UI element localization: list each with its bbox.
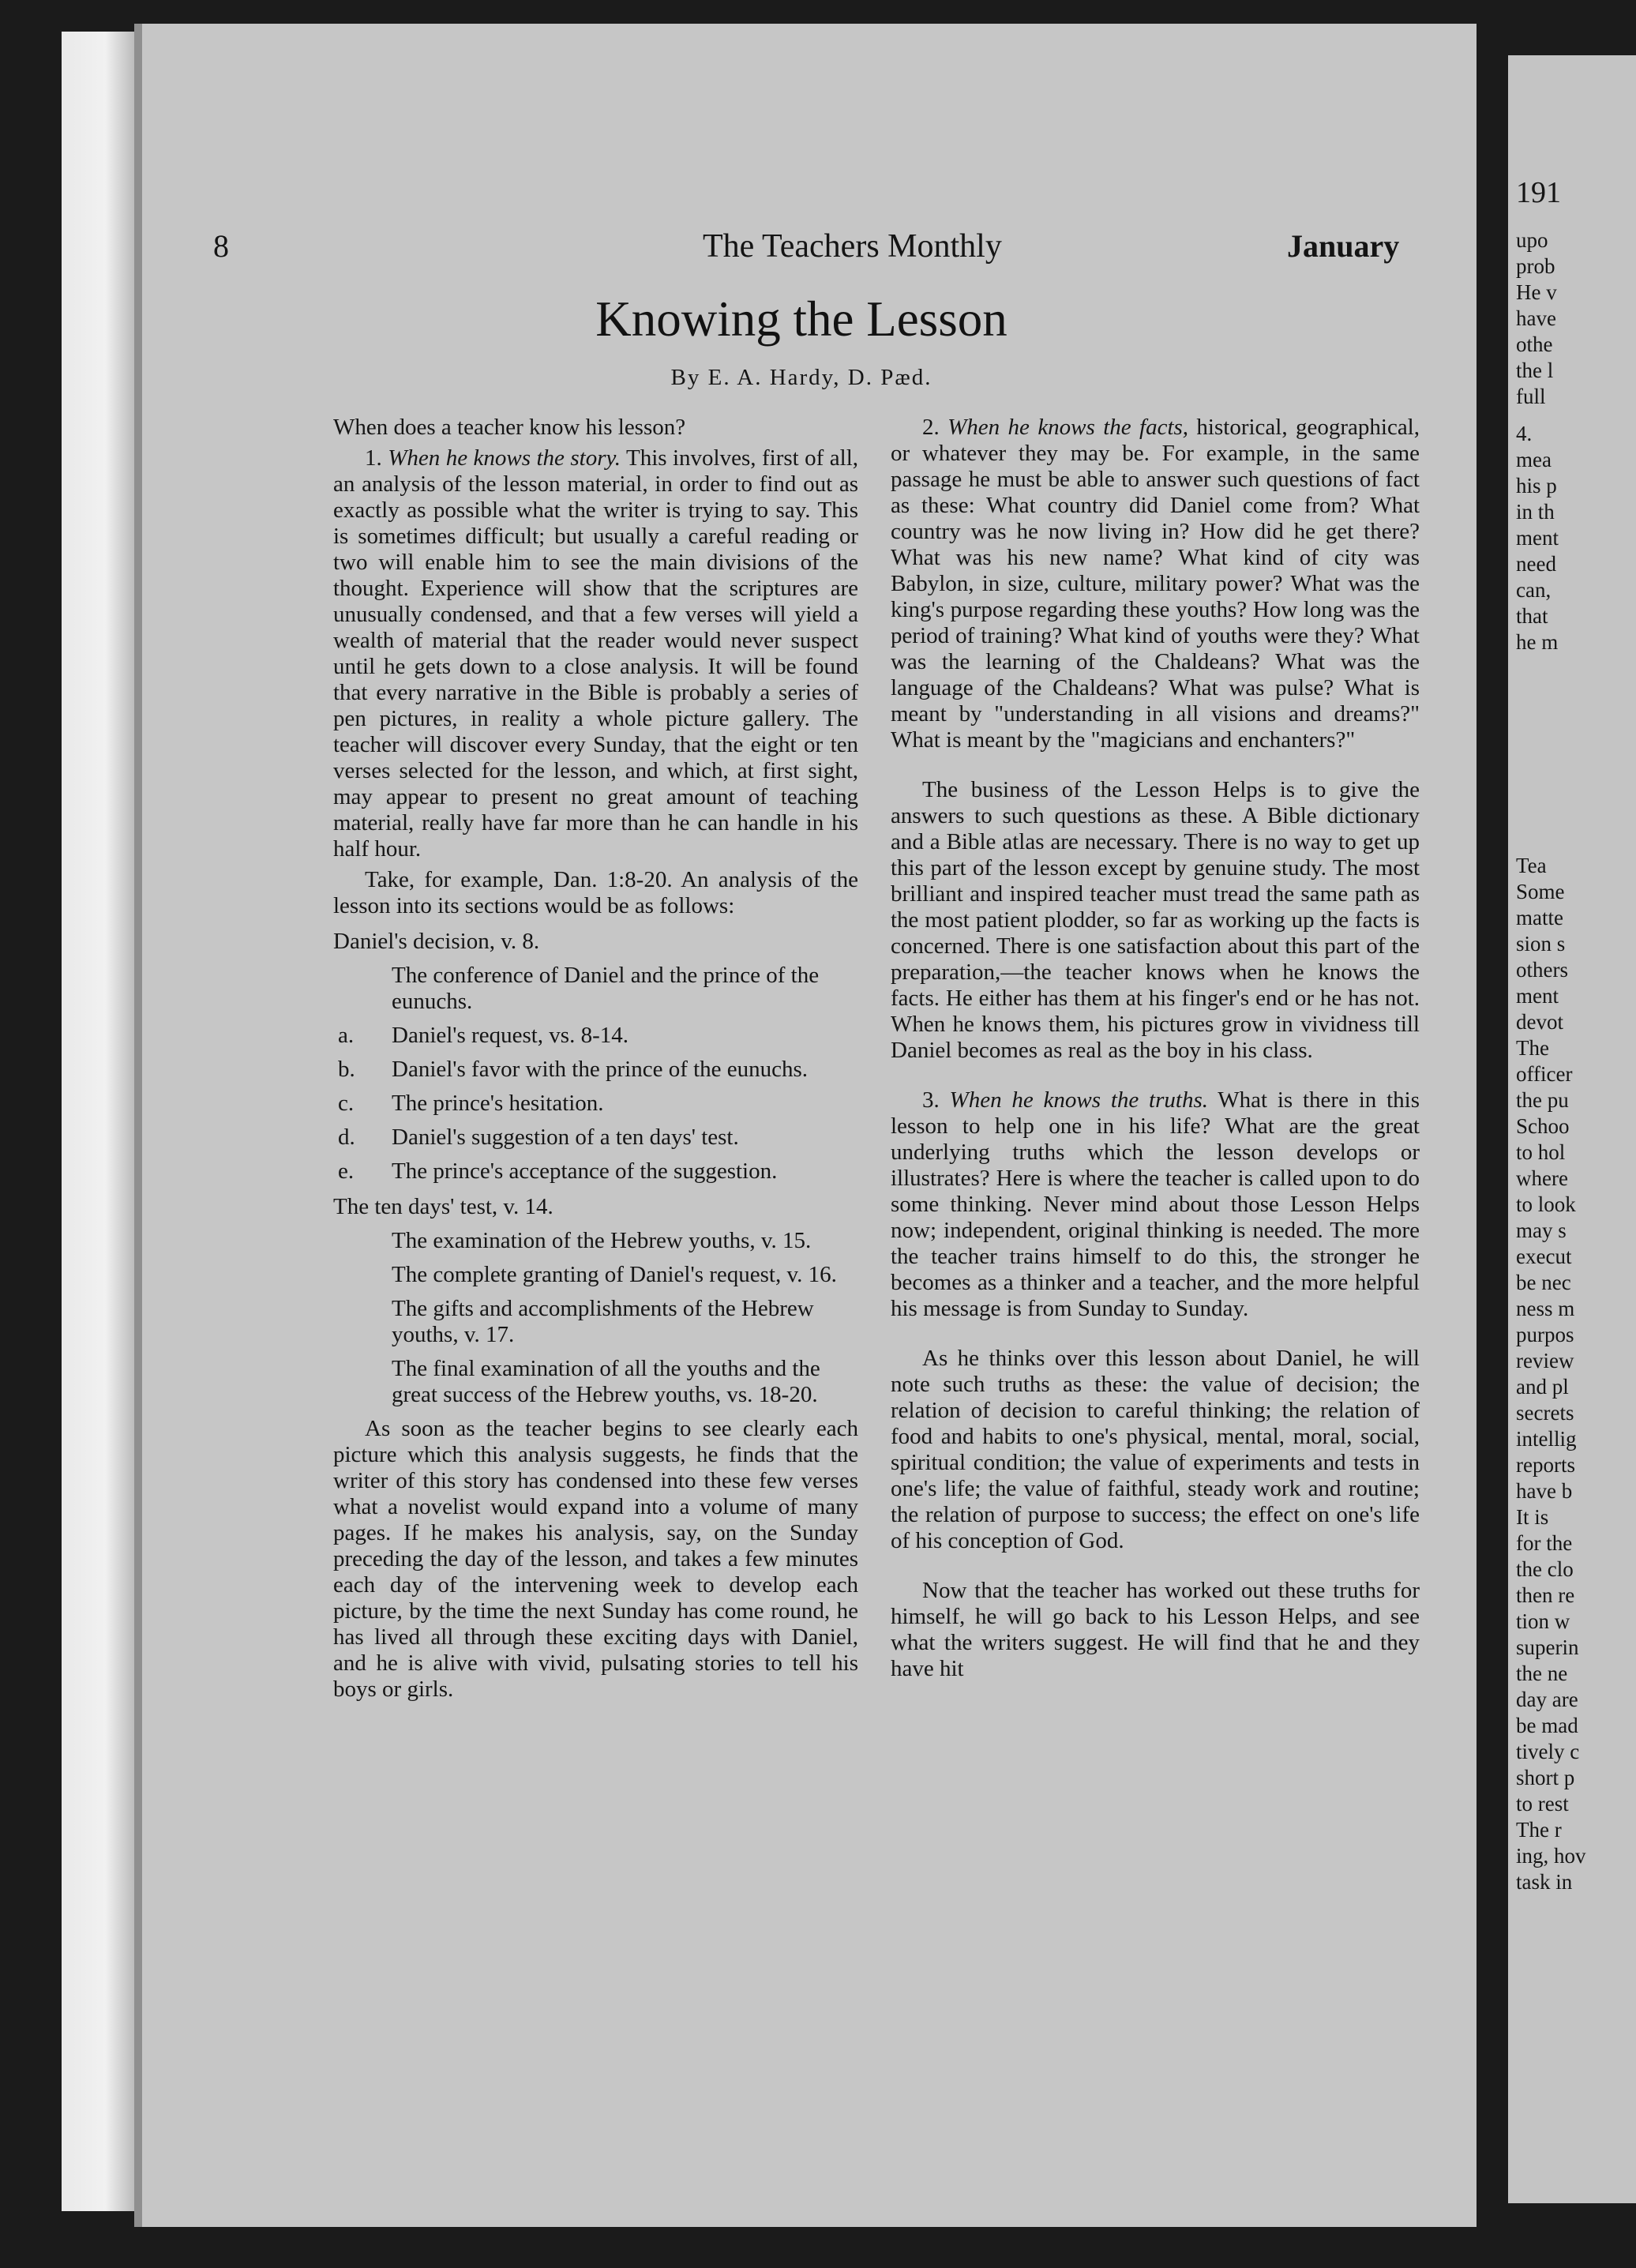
previous-page-edge: [62, 32, 134, 2211]
adjacent-page-line: prob: [1516, 254, 1555, 278]
issue-month: January: [1287, 228, 1400, 264]
adjacent-page-line: matte: [1516, 906, 1563, 929]
italic-lead: When he knows the facts,: [947, 415, 1189, 440]
outline-intro: The conference of Daniel and the prince of the eunuchs.: [392, 963, 820, 1014]
adjacent-page-line: to hol: [1516, 1140, 1566, 1164]
article-title: Knowing the Lesson: [595, 291, 1007, 347]
outline-ten-days-test: [333, 1194, 858, 1408]
adjacent-page-line: reports: [1516, 1453, 1575, 1477]
adjacent-page-line: to look: [1516, 1192, 1576, 1216]
adjacent-page-line: ness m: [1516, 1297, 1575, 1320]
paragraph-example: Take, for example, Dan. 1:8-20. An analysis of the lesson into its sections would be as follows:: [333, 867, 858, 918]
adjacent-page-line: devot: [1516, 1010, 1563, 1034]
paragraph-pictures: As soon as the teacher begins to see clearly each picture which this analysis suggests, he finds that the writer of this story has condensed into these few verses what a novelist would expand into a volume of many pages. If he makes his analysis, say, on the Sunday preceding the day of the lesson, and takes a few minutes each day of the intervening week to develop each picture, by the time the next Sunday has come round, he has lived all through these exciting days with Daniel, and he is alive with vivid, pulsating stories to tell his boys or girls.: [333, 1416, 858, 1702]
adjacent-page-line: Tea: [1516, 854, 1547, 877]
article-byline: By E. A. Hardy, D. Pæd.: [670, 365, 932, 390]
adjacent-page-line: Some: [1516, 880, 1565, 903]
adjacent-page-line: ment: [1516, 984, 1559, 1008]
adjacent-page-line: the l: [1516, 359, 1554, 382]
outline-heading: Daniel's decision, v. 8.: [333, 929, 540, 954]
adjacent-page-line: intellig: [1516, 1427, 1577, 1451]
adjacent-page-line: have b: [1516, 1479, 1573, 1503]
adjacent-page-line: he m: [1516, 630, 1559, 654]
adjacent-page-fragment: [1508, 55, 1636, 2203]
outline-item: The examination of the Hebrew youths, v. 15.: [392, 1228, 812, 1253]
adjacent-page-line: He v: [1516, 280, 1557, 304]
adjacent-page-line: secrets: [1516, 1401, 1574, 1425]
adjacent-page-line: that: [1516, 604, 1548, 628]
adjacent-page-line: and pl: [1516, 1375, 1569, 1399]
outline-item: The complete granting of Daniel's request, v. 16.: [392, 1262, 837, 1287]
adjacent-page-line: for the: [1516, 1531, 1573, 1555]
outline-item: The gifts and accomplishments of the Hebrew youths, v. 17.: [392, 1296, 814, 1347]
adjacent-page-line: The: [1516, 1036, 1549, 1060]
adjacent-page-line: sion s: [1516, 932, 1566, 956]
paragraph-back-to-helps: Now that the teacher has worked out these truths for himself, he will go back to his Lesson Helps, and see what the writers suggest. He will find that he and they have hit: [891, 1578, 1420, 1681]
adjacent-page-line: review: [1516, 1349, 1574, 1372]
adjacent-page-line: purpos: [1516, 1323, 1574, 1346]
adjacent-page-line: superin: [1516, 1635, 1579, 1659]
outline-item: b. Daniel's favor with the prince of the eunuchs.: [338, 1057, 809, 1082]
italic-lead: When he knows the truths.: [949, 1087, 1208, 1113]
paragraph-facts: 2. When he knows the facts, historical, geographical, or whatever they may be. For example, in the same passage he must be able to answer such questions of fact as these: What country did Daniel come from? What country was he now living in? How did he get there? What was his new name? What kind of city was Babylon, in size, culture, military power? What was the king's purpose regarding these youths? How long was the period of training? What kind of youths were they? What was the learning of the Chaldeans? What was the language of the Chaldeans? What was pulse? What is meant by "understanding in all visions and dreams?" What is meant by the "magicians and enchanters?": [891, 415, 1420, 753]
adjacent-page-line: ment: [1516, 526, 1559, 550]
adjacent-page-line: the clo: [1516, 1557, 1574, 1581]
adjacent-page-line: others: [1516, 958, 1568, 982]
adjacent-page-line: 191: [1516, 176, 1561, 209]
journal-title: The Teachers Monthly: [703, 228, 1002, 265]
adjacent-page-line: have: [1516, 306, 1556, 330]
adjacent-page-line: day are: [1516, 1688, 1578, 1711]
adjacent-page-line: tion w: [1516, 1609, 1570, 1633]
adjacent-page-line: the ne: [1516, 1662, 1568, 1685]
adjacent-page-line: short p: [1516, 1766, 1575, 1789]
paragraph-lesson-helps: The business of the Lesson Helps is to give the answers to such questions as these. A Bible dictionary and a Bible atlas are necessary. There is no way to get up this part of the lesson except by genuine study. The most brilliant and inspired teacher must tread the same path as the most patient plodder, so far as working up the facts is concerned. There is one satisfaction about this part of the preparation,—the teacher knows when he knows the facts. He either has them at his finger's end or he has not. When he knows them, his pictures grow in vividness till Daniel becomes as real as the boy in his class.: [891, 777, 1420, 1063]
right-column: [891, 415, 1420, 1687]
page-number: 8: [213, 228, 229, 264]
outline-item: d. Daniel's suggestion of a ten days' test.: [338, 1125, 739, 1150]
adjacent-page-line: may s: [1516, 1218, 1567, 1242]
outline-item: c. The prince's hesitation.: [338, 1091, 604, 1116]
adjacent-page-line: the pu: [1516, 1088, 1569, 1112]
outline-heading: The ten days' test, v. 14.: [333, 1194, 553, 1219]
outline-item: a. Daniel's request, vs. 8-14.: [338, 1023, 629, 1048]
adjacent-page-line: full: [1516, 385, 1546, 408]
adjacent-page-line: be nec: [1516, 1271, 1571, 1294]
left-column: [333, 415, 858, 1707]
outline-item: e. The prince's acceptance of the suggestion.: [338, 1158, 778, 1184]
adjacent-page-line: ing, hov: [1516, 1844, 1586, 1868]
adjacent-page-line: The r: [1516, 1818, 1562, 1842]
adjacent-page-line: officer: [1516, 1062, 1573, 1086]
outline-item: The final examination of all the youths and the great success of the Hebrew youths, vs. 18-20.: [392, 1356, 820, 1407]
adjacent-page-line: Schoo: [1516, 1114, 1570, 1138]
adjacent-page-line: It is: [1516, 1505, 1549, 1529]
adjacent-page-line: be mad: [1516, 1714, 1578, 1737]
adjacent-page-line: execut: [1516, 1245, 1572, 1268]
adjacent-page-line: 4.: [1516, 422, 1533, 445]
paragraph-story: 1. When he knows the story. This involves, first of all, an analysis of the lesson material, in order to find out as exactly as possible what the writer is trying to say. This is sometimes difficult; but usually a careful reading or two will enable him to see the main divisions of the thought. Experience will show that the scriptures are unusually condensed, and that a few verses will yield a wealth of material that the reader would never suspect until he gets down to a close analysis. It will be found that every narrative in the Bible is probably a series of pen pictures, in reality a whole picture gallery. The teacher will discover every Sunday, that the eight or ten verses selected for the lesson, and which, at first sight, may appear to present no great amount of teaching material, really have far more than he can handle in his half hour.: [333, 445, 859, 862]
adjacent-page-line: can,: [1516, 578, 1552, 602]
outline-daniels-decision: [333, 929, 858, 1185]
adjacent-page-line: tively c: [1516, 1740, 1580, 1763]
adjacent-page-line: need: [1516, 552, 1556, 576]
italic-lead: When he knows the story.: [388, 445, 621, 471]
adjacent-page-line: where: [1516, 1166, 1568, 1190]
adjacent-page-line: to rest: [1516, 1792, 1569, 1816]
adjacent-page-line: his p: [1516, 474, 1557, 498]
adjacent-page-line: upo: [1516, 228, 1548, 252]
adjacent-page-line: then re: [1516, 1583, 1575, 1607]
paragraph-truths: 3. When he knows the truths. What is there in this lesson to help one in his life? What are the great underlying truths which the lesson develops or illustrates? Here is where the teacher is called upon to do some thinking. Never mind about those Lesson Helps now; independent, original thinking is needed. The more the teacher trains himself to do this, the stronger he becomes as a thinker and a teacher, and the more helpful his message is from Sunday to Sunday.: [891, 1087, 1420, 1321]
paragraph-daniel-truths: As he thinks over this lesson about Daniel, he will note such truths as these: the value of decision; the relation of decision to careful thinking; the relation of food and habits to one's physical, mental, moral, social, spiritual condition; the value of experiments and tests in one's life; the value of faithful, steady work and routine; the relation of purpose to success; the effect on one's life of his conception of God.: [891, 1346, 1420, 1553]
adjacent-page-line: task in: [1516, 1870, 1573, 1894]
adjacent-page-line: in th: [1516, 500, 1555, 524]
intro-question: When does a teacher know his lesson?: [333, 415, 686, 440]
adjacent-page-line: othe: [1516, 332, 1553, 356]
adjacent-page-line: mea: [1516, 448, 1552, 471]
